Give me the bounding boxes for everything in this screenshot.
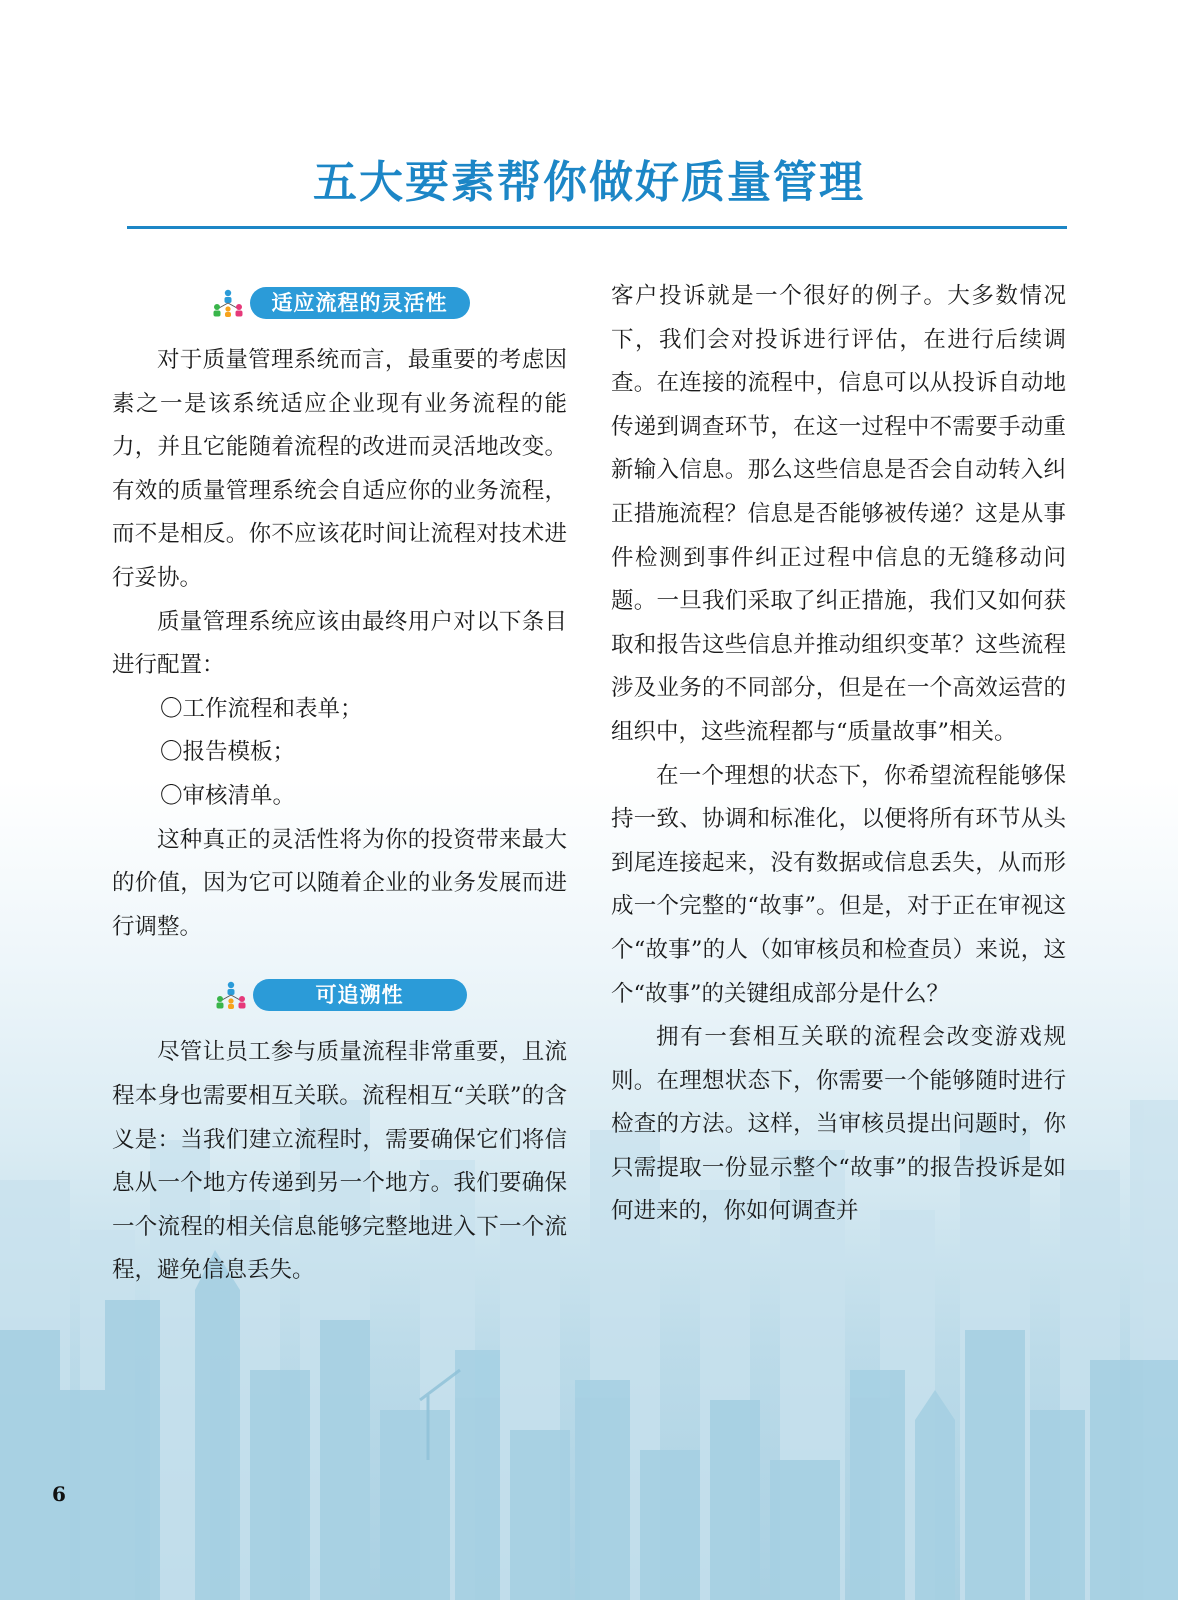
paragraph: 对于质量管理系统而言，最重要的考虑因素之一是该系统适应企业现有业务流程的能力，并且它能随着流程的改进而灵活地改变。有效的质量管理系统会自适应你的业务流程，而不是相反。你不应该花时间让流程对技术进行妥协。	[112, 347, 567, 591]
list-item: 〇审核清单。	[160, 782, 296, 809]
title-underline	[127, 226, 1067, 229]
section-heading-traceability	[112, 975, 567, 1015]
paragraph: 尽管让员工参与质量流程非常重要，且流程本身也需要相互关联。流程相互“关联”的含义是：当我们建立流程时，需要确保它们将信息从一个地方传递到另一个地方。我们要确保一个流程的相关信息能够完整地进入下一个流程，避免信息丢失。	[112, 1039, 567, 1284]
list-item: 〇报告模板；	[160, 739, 296, 766]
left-column	[112, 283, 567, 1293]
paragraph: 客户投诉就是一个很好的例子。大多数情况下，我们会对投诉进行评估，在进行后续调查。在连接的流程中，信息可以从投诉自动地传递到调查环节，在这一过程中不需要手动重新输入信息。那么这些信息是否会自动转入纠正措施流程？信息是否能够被传递？这是从事件检测到事件纠正过程中信息的无缝移动问题。一旦我们采取了纠正措施，我们又如何获取和报告这些信息并推动组织变革？这些流程涉及业务的不同部分，但是在一个高效运营的组织中，这些流程都与“质量故事”相关。	[611, 283, 1066, 745]
paragraph: 这种真正的灵活性将为你的投资带来最大的价值，因为它可以随着企业的业务发展而进行调整。	[112, 826, 567, 940]
people-network-icon	[210, 288, 246, 318]
page-number: 6	[52, 1482, 66, 1506]
list-item: 〇工作流程和表单；	[160, 695, 363, 722]
paragraph: 拥有一套相互关联的流程会改变游戏规则。在理想状态下，你需要一个能够随时进行检查的方法。这样，当审核员提出问题时，你只需提取一份显示整个“故事”的报告投诉是如何进来的，你如何调查并	[611, 1024, 1066, 1225]
people-network-icon	[213, 980, 249, 1010]
section-heading-flexibility	[112, 283, 567, 323]
right-column	[611, 275, 1066, 1234]
page-title: 五大要素帮你做好质量管理	[313, 157, 865, 208]
section-pill-flexibility: 适应流程的灵活性	[250, 287, 470, 319]
paragraph: 质量管理系统应该由最终用户对以下条目进行配置：	[112, 608, 567, 679]
paragraph: 在一个理想的状态下，你希望流程能够保持一致、协调和标准化，以便将所有环节从头到尾连接起来，没有数据或信息丢失，从而形成一个完整的“故事”。但是，对于正在审视这个“故事”的人（如审核员和检查员）来说，这个“故事”的关键组成部分是什么？	[611, 762, 1066, 1007]
section-pill-traceability: 可追溯性	[253, 979, 467, 1011]
